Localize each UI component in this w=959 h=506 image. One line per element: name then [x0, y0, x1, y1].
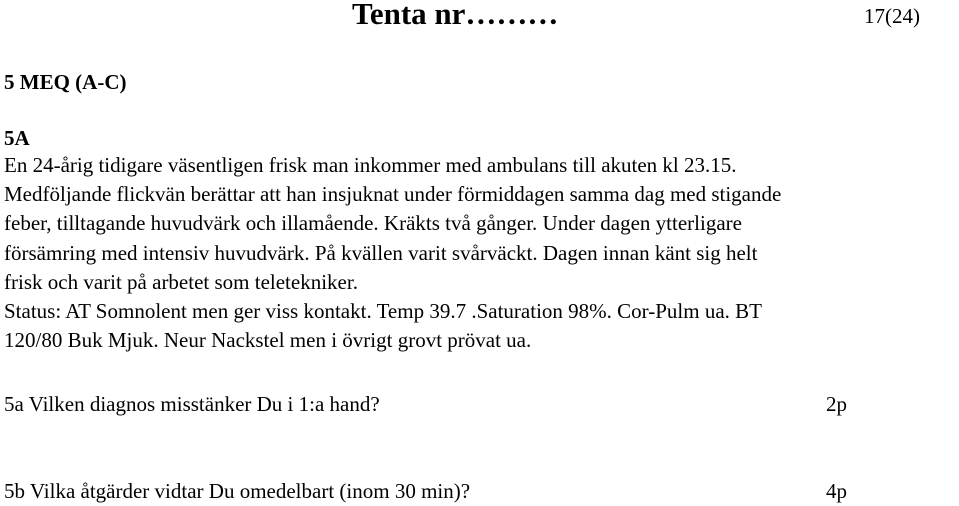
- question-5b-points: 4p: [826, 479, 847, 503]
- case-line: 120/80 Buk Mjuk. Neur Nackstel men i övrigt grovt prövat ua.: [4, 328, 532, 353]
- case-line: försämring med intensiv huvudvärk. På kvällen varit svårväckt. Dagen innan känt sig helt: [4, 240, 758, 265]
- page-number: 17(24): [864, 4, 920, 28]
- case-heading: 5A: [4, 126, 30, 150]
- case-line: feber, tilltagande huvudvärk och illamående. Kräkts två gånger. Under dagen ytterligare: [4, 211, 742, 236]
- question-5a-points: 2p: [826, 392, 847, 416]
- case-line: frisk och varit på arbetet som teletekniker.: [4, 269, 358, 294]
- case-description: [4, 151, 781, 355]
- exam-title: Tenta nr………: [352, 0, 559, 31]
- question-5b: 5b Vilka åtgärder vidtar Du omedelbart (inom 30 min)?: [4, 479, 471, 503]
- case-line: En 24-årig tidigare väsentligen frisk man inkommer med ambulans till akuten kl 23.15.: [4, 153, 737, 177]
- case-line: Status: AT Somnolent men ger viss kontakt. Temp 39.7 .Saturation 98%. Cor-Pulm ua. BT: [4, 299, 762, 324]
- section-heading: 5 MEQ (A-C): [4, 70, 127, 94]
- question-5a: 5a Vilken diagnos misstänker Du i 1:a hand?: [4, 392, 380, 416]
- case-line: Medföljande flickvän berättar att han insjuknat under förmiddagen samma dag med stigande: [4, 182, 782, 207]
